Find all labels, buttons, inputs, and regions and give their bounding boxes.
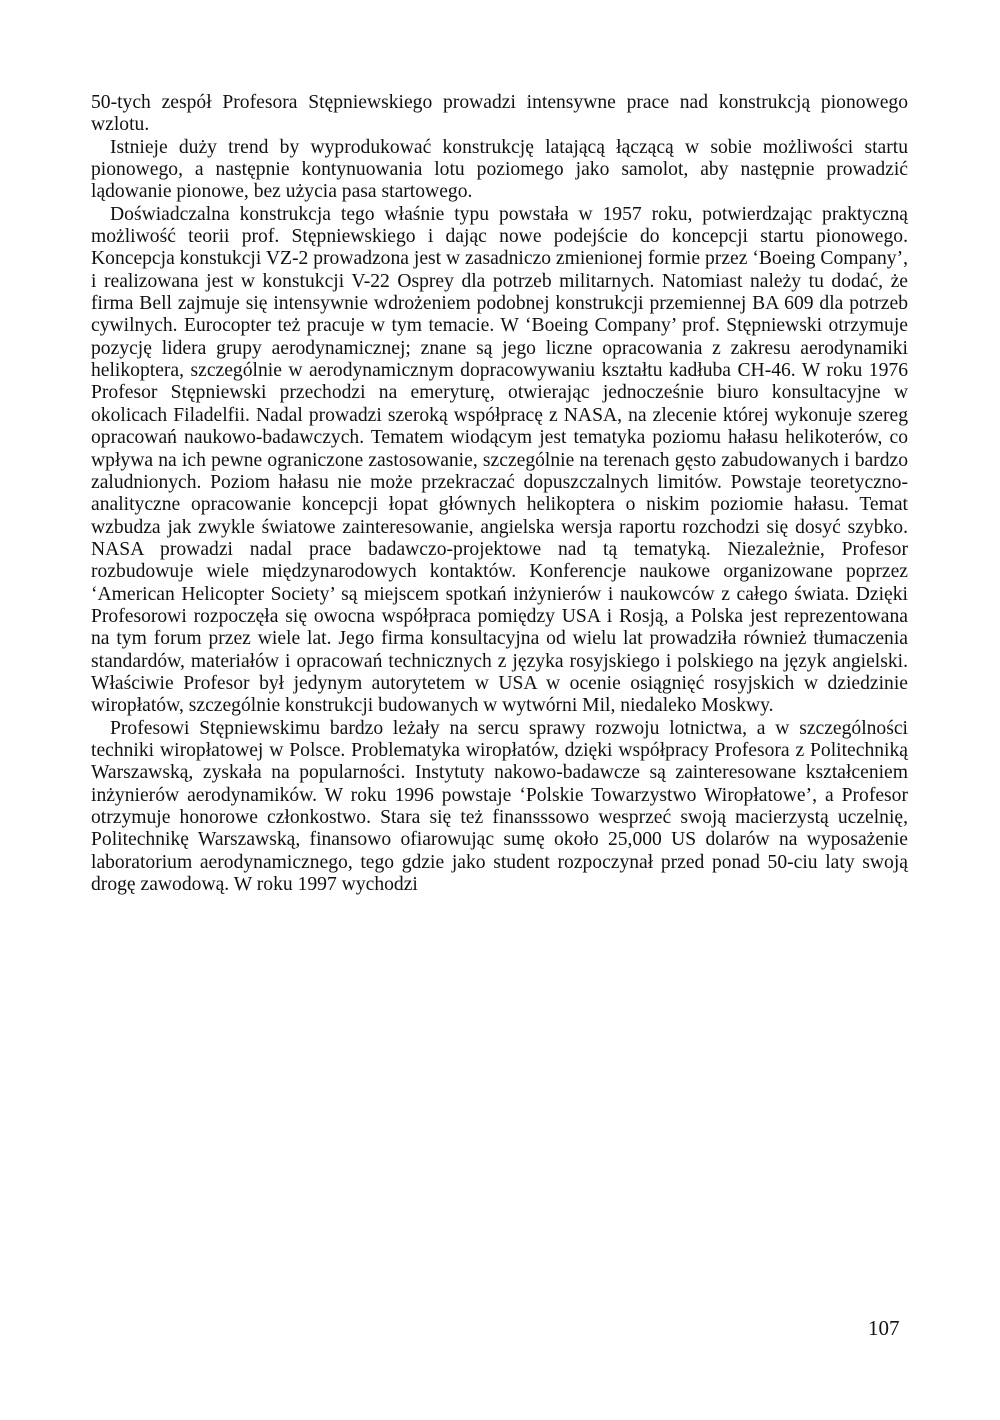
- paragraph: Istnieje duży trend by wyprodukować konstrukcję latającą łączącą w sobie możliwości startu pionowego, a następnie kontynuowania lotu poziomego jako samolot, aby następnie prowadzić lądowanie pionowe, bez użycia pasa startowego.: [91, 136, 908, 203]
- paragraph: Profesowi Stępniewskimu bardzo leżały na sercu sprawy rozwoju lotnictwa, a w szczególności techniki wiropłatowej w Polsce. Problematyka wiropłatów, dzięki współpracy Profesora z Politechniką Warszawską, zyskała na popularności. Instytuty nakowo-badawcze są zainteresowane kształceniem inżynierów aerodynamików. W roku 1996 powstaje ‘Polskie Towarzystwo Wiropłatowe’, a Profesor otrzymuje honorowe członkostwo. Stara się też finansssowo wesprzeć swoją macierzystą uczelnię, Politechnikę Warszawską, finansowo ofiarowując sumę około 25,000 US dolarów na wyposażenie laboratorium aerodynamicznego, tego gdzie jako student rozpoczynał przed ponad 50-ciu laty swoją drogę zawodową. W roku 1997 wychodzi: [91, 717, 908, 896]
- paragraph: Doświadczalna konstrukcja tego właśnie typu powstała w 1957 roku, potwierdzając praktyczną możliwość teorii prof. Stępniewskiego i dając nowe podejście do koncepcji startu pionowego. Koncepcja konstukcji VZ-2 prowadzona jest w zasadniczo zmienionej formie przez ‘Boeing Company’, i realizowana jest w konstukcji V-22 Osprey dla potrzeb militarnych. Natomiast należy tu dodać, że firma Bell zajmuje się intensywnie wdrożeniem podobnej konstrukcji przemiennej BA 609 dla potrzeb cywilnych. Eurocopter też pracuje w tym temacie. W ‘Boeing Company’ prof. Stępniewski otrzymuje pozycję lidera grupy aerodynamicznej; znane są jego liczne opracowania z zakresu aerodynamiki helikoptera, szczególnie w aerodynamicznym dopracowywaniu kształtu kadłuba CH-46. W roku 1976 Profesor Stępniewski przechodzi na emeryturę, otwierając jednocześnie biuro konsultacyjne w okolicach Filadelfii. Nadal prowadzi szeroką współpracę z NASA, na zlecenie której wykonuje szereg opracowań naukowo-badawczych. Tematem wiodącym jest tematyka poziomu hałasu helikoterów, co wpływa na ich pewne ograniczone zastosowanie, szczególnie na terenach gęsto zabudowanych i bardzo zaludnionych. Poziom hałasu nie może przekraczać dopuszczalnych limitów. Powstaje teoretyczno-analityczne opracowanie koncepcji łopat głównych helikoptera o niskim poziomie hałasu. Temat wzbudza jak zwykle światowe zainteresowanie, angielska wersja raportu rozchodzi się dosyć szybko. NASA prowadzi nadal prace badawczo-projektowe nad tą tematyką. Niezależnie, Profesor rozbudowuje wiele międzynarodowych kontaktów. Konferencje naukowe organizowane poprzez ‘American Helicopter Society’ są miejscem spotkań inżynierów i naukowców z całego świata. Dzięki Profesorowi rozpoczęła się owocna współpraca pomiędzy USA i Rosją, a Polska jest reprezentowana na tym forum przez wiele lat. Jego firma konsultacyjna od wielu lat prowadziła również tłumaczenia standardów, materiałów i opracowań technicznych z języka rosyjskiego i polskiego na język angielski. Właściwie Profesor był jedynym autorytetem w USA w ocenie osiągnięć rosyjskich w dziedzinie wiropłatów, szczególnie konstrukcji budowanych w wytwórni Mil, niedaleko Moskwy.: [91, 203, 908, 717]
- paragraph-continued: 50-tych zespół Profesora Stępniewskiego prowadzi intensywne prace nad konstrukcją pionowego wzlotu.: [91, 92, 908, 136]
- page-body: [91, 92, 908, 896]
- page-number: 107: [868, 1316, 900, 1340]
